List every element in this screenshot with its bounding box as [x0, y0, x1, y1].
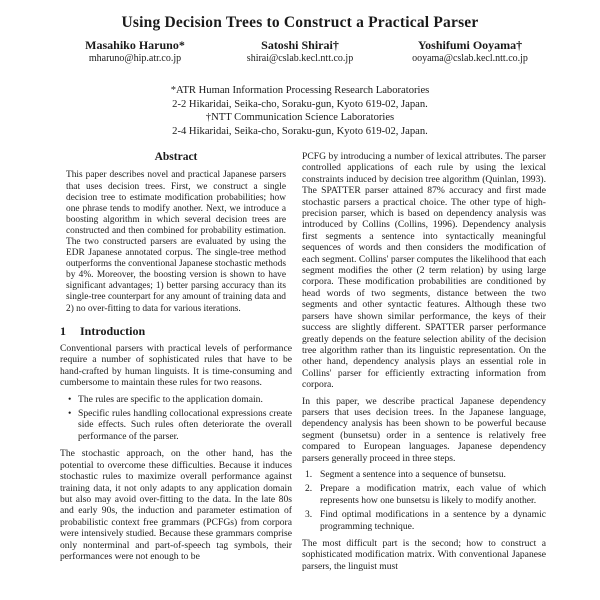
abstract-heading: Abstract — [154, 151, 198, 163]
list-item — [305, 483, 546, 506]
list-item — [305, 468, 546, 480]
affiliations — [0, 84, 600, 138]
list-number: 3. — [305, 509, 313, 521]
list-text: Find optimal modifications in a sentence by a dynamic programming technique. — [320, 509, 546, 532]
list-item — [305, 509, 546, 532]
bullet-item: • The rules are specific to the application domain. — [78, 394, 292, 405]
paper-title: Using Decision Trees to Construct a Practical Parser — [121, 14, 479, 31]
section-heading — [60, 323, 292, 338]
author-email: shirai@cslab.kecl.ntt.co.jp — [246, 53, 354, 64]
list-text: Prepare a modification matrix, each value of which represents how one bunsetsu is likely to modify another. — [320, 483, 546, 506]
paragraph: The stochastic approach, on the other hand, has the potential to overcome these difficulties. Because it induces stochastic rules to maximize overall performance against training data, it not only adapts to any application domain but also may avoid over-fitting to the data. In the late 80s and early 90s, the induction and parameter estimation of probabilistic context free grammars (PCFGs) from corpora were intensively studied. Because these grammars comprise only nonterminal and part-of-speech tag symbols, their performances were not enough to be — [60, 448, 292, 562]
affiliation-line: 2-4 Hikaridai, Seika-cho, Soraku-gun, Kyoto 619-02, Japan. — [172, 125, 428, 137]
affiliation-line: 2-2 Hikaridai, Seika-cho, Soraku-gun, Kyoto 619-02, Japan. — [172, 98, 428, 110]
list-number: 2. — [305, 483, 313, 495]
paragraph: Conventional parsers with practical levels of performance require a number of sophisticated rules that have to be hand-crafted by human linguists. It is time-consuming and cumbersome to maintain these rules for two reasons. — [60, 343, 292, 389]
author-name: Satoshi Shirai† — [261, 38, 339, 52]
numbered-list — [302, 469, 546, 532]
paragraph: PCFG by introducing a number of lexical attributes. The parser controlled applications of each rule by using the lexical constraints induced by decision tree algorithm (Quinlan, 1993). The SPATTER parser attained 87% accuracy and first made stochastic parsers a practical choice. The other type of high-precision parser, which is based on dependency analysis was introduced by Collins (Collins, 1996). Dependency analysis first segments a sentence into syntactically meaningful sequences of words and then considers the modification of each segment. Collins' parser computes the likelihood that each segment modifies the other (2 term relation) by using large corpora. These modification probabilities are conditioned by head words of two segments, distance between the two segments and other syntactic features. Although these two parsers have shown similar performance, the keys of their success are slightly different. SPATTER parser performance greatly depends on the feature selection ability of the decision tree algorithm rather than its linguistic representation. On the other hand, dependency analysis plays an essential role in Collins' parser for efficiently extracting information from corpora. — [302, 151, 546, 391]
paragraph: In this paper, we describe practical Japanese dependency parsers that uses decision trees. In the Japanese language, dependency analysis has been shown to be powerful because segment (bunsetsu) order in a sentence is relatively free compared to European languages. Japanese dependency parsers generally proceed in three steps. — [302, 395, 546, 464]
bullet-item: • Specific rules handling collocational expressions create side effects. Such rules often deteriorate the overall performance of the parser. — [78, 408, 292, 442]
author-2 — [225, 38, 375, 66]
author-name: Masahiko Haruno* — [85, 38, 185, 52]
author-1 — [40, 38, 230, 66]
paragraph: The most difficult part is the second; how to construct a sophisticated modification matrix. With conventional Japanese parsers, the linguist must — [302, 538, 546, 572]
right-column — [302, 151, 546, 577]
author-email: ooyama@cslab.kecl.ntt.co.jp — [412, 53, 528, 64]
list-text: Segment a sentence into a sequence of bunsetsu. — [320, 468, 506, 480]
section-title: Introduction — [80, 323, 146, 338]
author-email: mharuno@hip.atr.co.jp — [88, 53, 182, 64]
author-name: Yoshifumi Ooyama† — [417, 38, 523, 52]
abstract-text: This paper describes novel and practical Japanese parsers that uses decision trees. First, we construct a single decision tree to estimate modification probabilities; how one phrase tends to modify another. Next, we introduce a boosting algorithm in which several decision trees are constructed and then combined for probability estimation. The two constructed parsers are evaluated by using the EDR Japanese annotated corpus. The single-tree method outperforms the conventional Japanese stochastic methods by 4%. Moreover, the boosting version is shown to have significant advantages; 1) better parsing accuracy than its single-tree counterpart for any amount of training data and 2) no over-fitting to data for various iterations. — [66, 170, 286, 314]
affiliation-line: †NTT Communication Science Laboratories — [205, 112, 395, 123]
bullet-list — [60, 394, 292, 443]
left-column — [60, 152, 292, 567]
affiliation-line: *ATR Human Information Processing Research Laboratories — [170, 85, 430, 96]
author-3 — [365, 38, 575, 66]
author-block — [0, 38, 600, 68]
list-number: 1. — [305, 468, 313, 480]
section-number: 1 — [60, 323, 66, 338]
